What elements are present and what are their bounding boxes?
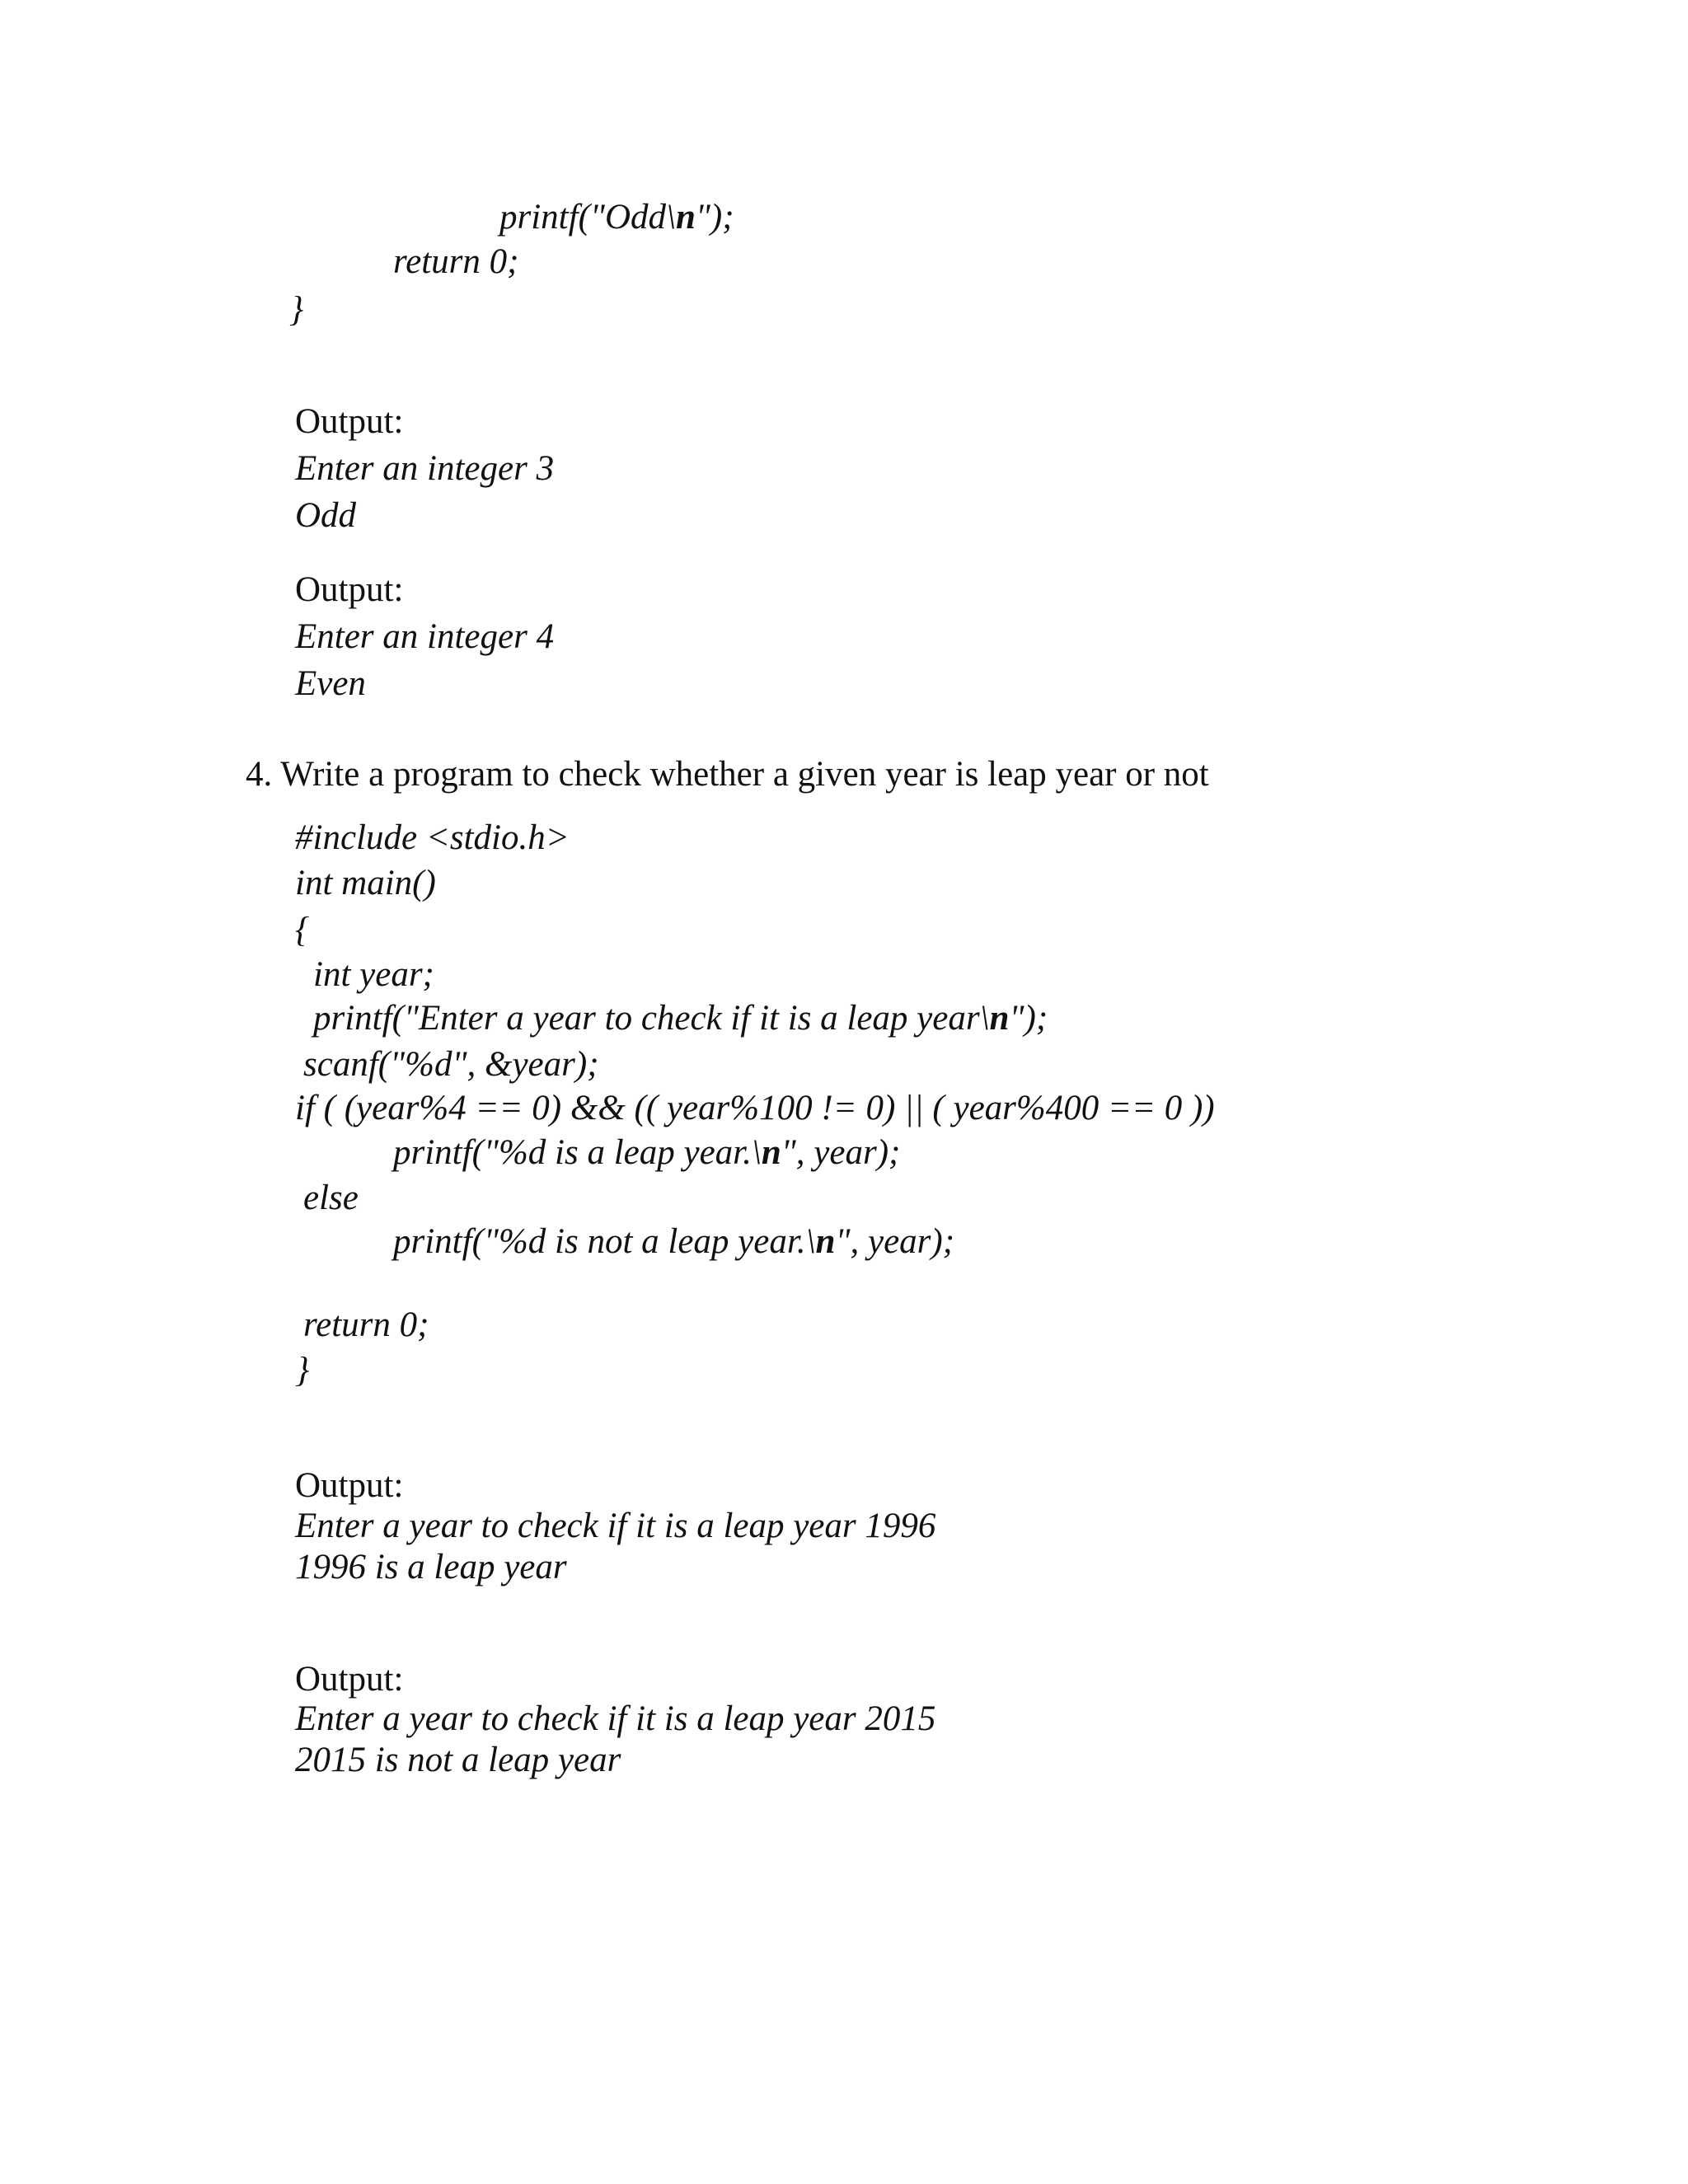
code-line-printf-not-leap xyxy=(393,1221,954,1263)
output-line: Enter a year to check if it is a leap year 1996 xyxy=(295,1507,936,1545)
output-line: Enter an integer 4 xyxy=(295,617,555,656)
code-line-if: if ( (year%4 == 0) && (( year%100 != 0) || ( year%400 == 0 )) xyxy=(295,1089,1215,1127)
code-text: ", year); xyxy=(835,1222,955,1261)
code-line-scanf: scanf("%d", &year); xyxy=(303,1045,599,1084)
output-line: 2015 is not a leap year xyxy=(295,1741,621,1779)
output-label: Output: xyxy=(295,1466,404,1505)
output-label: Output: xyxy=(295,402,404,441)
code-text: printf("%d is not a leap year.\ xyxy=(393,1222,816,1261)
code-line-decl: int year; xyxy=(313,955,434,994)
code-text: printf("Odd\ xyxy=(499,198,676,237)
code-text: printf("%d is a leap year.\ xyxy=(393,1133,762,1172)
code-text: printf("Enter a year to check if it is a leap year\ xyxy=(313,999,990,1038)
code-line-printf-odd xyxy=(499,196,734,239)
code-line-printf-leap xyxy=(393,1132,900,1174)
code-line-return: return 0; xyxy=(303,1305,429,1344)
code-bold-text: n xyxy=(761,1133,781,1172)
code-line-include: #include <stdio.h> xyxy=(295,818,570,857)
code-line-close-brace: } xyxy=(289,290,304,329)
output-label: Output: xyxy=(295,1660,404,1699)
code-line-open-brace: { xyxy=(295,911,310,949)
code-text: ", year); xyxy=(781,1133,901,1172)
code-bold-text: n xyxy=(815,1222,836,1261)
code-line-return: return 0; xyxy=(393,242,519,281)
output-line: 1996 is a leap year xyxy=(295,1548,567,1586)
code-bold-text: n xyxy=(675,198,696,237)
output-line: Enter a year to check if it is a leap year 2015 xyxy=(295,1699,936,1738)
output-line: Enter an integer 3 xyxy=(295,449,555,488)
code-line-close-brace: } xyxy=(295,1351,310,1390)
question-heading: 4. Write a program to check whether a given year is leap year or not xyxy=(246,755,1209,794)
code-text: "); xyxy=(1009,999,1048,1038)
output-label: Output: xyxy=(295,570,404,609)
output-line: Odd xyxy=(295,496,357,535)
code-bold-text: n xyxy=(989,999,1010,1038)
code-line-else: else xyxy=(303,1179,359,1217)
output-line: Even xyxy=(295,664,366,703)
code-line-main: int main() xyxy=(295,864,436,902)
code-text: "); xyxy=(695,198,734,237)
code-line-printf-prompt xyxy=(313,997,1048,1040)
